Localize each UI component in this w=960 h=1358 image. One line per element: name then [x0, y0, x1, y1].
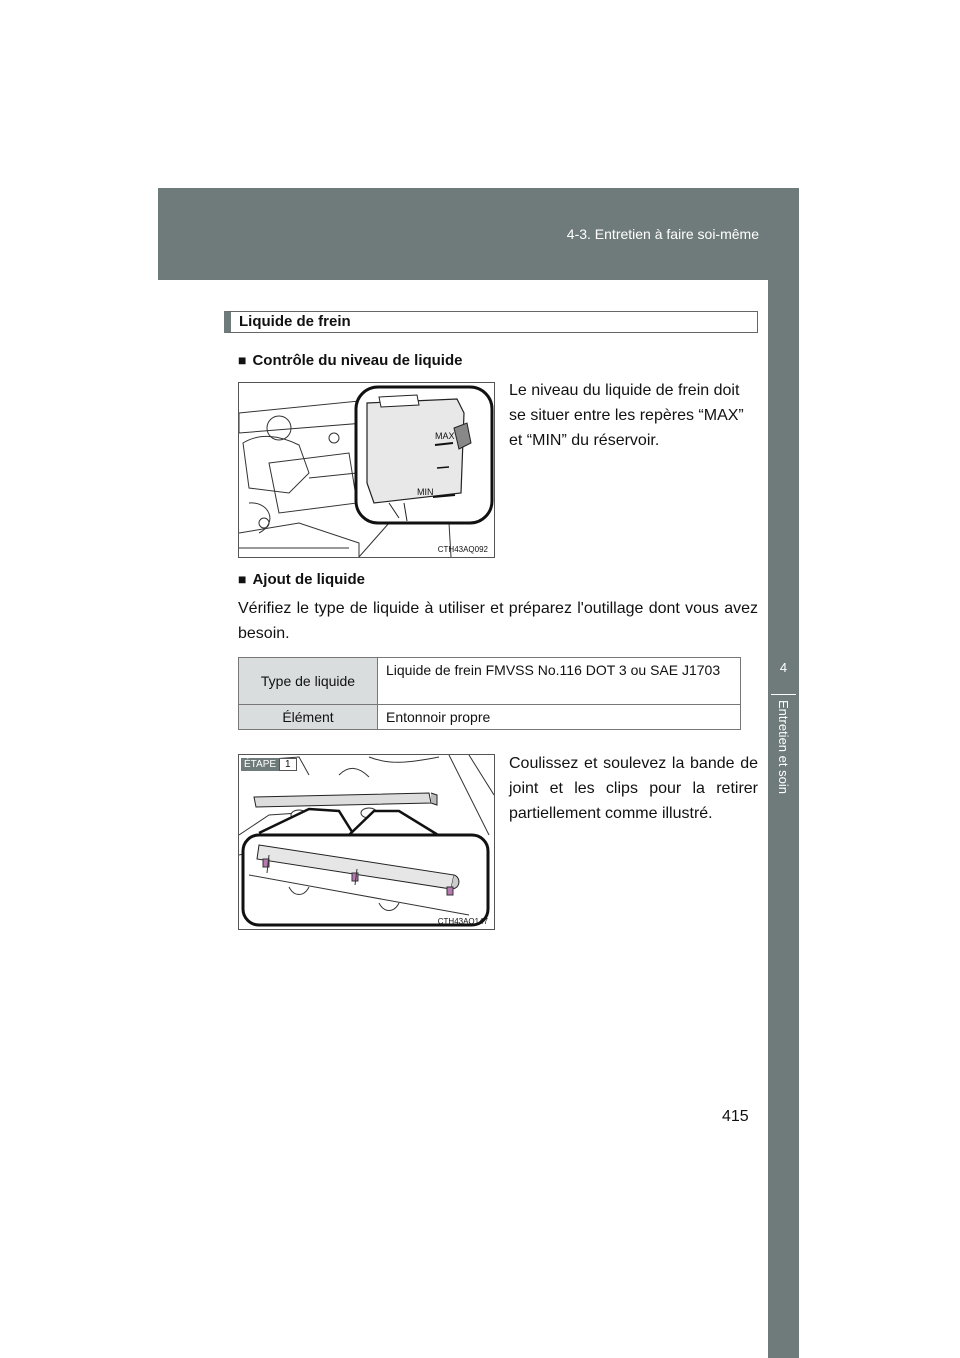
- max-mark-label: MAX: [435, 431, 455, 441]
- square-bullet-icon: ■: [238, 352, 247, 368]
- header-band: [158, 188, 799, 280]
- chapter-number: 4: [779, 659, 788, 675]
- section-title: Liquide de frein: [224, 311, 758, 333]
- subheading-adding: [238, 571, 365, 588]
- fluid-spec-table: [238, 657, 741, 730]
- header-section-title: 4-3. Entretien à faire soi-même: [566, 226, 759, 242]
- table-row: [239, 705, 741, 730]
- figure-reservoir: [238, 382, 495, 558]
- page-number: 415: [722, 1108, 749, 1125]
- step-badge-label: ÉTAPE: [241, 758, 279, 771]
- subheading-level-check: [238, 352, 462, 369]
- side-chapter-tab: [768, 280, 799, 1358]
- subheading-text: Contrôle du niveau de liquide: [252, 352, 463, 369]
- subheading-text: Ajout de liquide: [252, 571, 365, 588]
- min-mark-label: MIN: [417, 487, 434, 497]
- adding-intro-text: Vérifiez le type de liquide à utiliser et préparez l'outillage dont vous avez besoin.: [238, 600, 758, 642]
- reservoir-illustration: [239, 383, 494, 557]
- tab-divider: [771, 694, 796, 695]
- table-header-cell: Élément: [239, 705, 378, 730]
- figure-seal-strip: [238, 754, 495, 930]
- table-value-cell: Entonnoir propre: [378, 705, 741, 730]
- chapter-label: Entretien et soin: [776, 700, 791, 794]
- figure-code: CTH43AQ147: [437, 917, 488, 926]
- table-value-cell: Liquide de frein FMVSS No.116 DOT 3 ou SAE J1703: [378, 658, 741, 705]
- step-badge: [241, 758, 297, 771]
- step-badge-number: 1: [279, 758, 297, 771]
- seal-strip-illustration: [239, 755, 494, 929]
- step-1-text: Coulissez et soulevez la bande de joint et les clips pour la retirer partiellement comme illustré.: [509, 755, 758, 822]
- level-check-text: Le niveau du liquide de frein doit se situer entre les repères “MAX” et “MIN” du réservoir.: [509, 382, 744, 449]
- table-row: [239, 658, 741, 705]
- table-header-cell: Type de liquide: [239, 658, 378, 705]
- figure-code: CTH43AQ092: [437, 545, 488, 554]
- square-bullet-icon: ■: [238, 571, 247, 587]
